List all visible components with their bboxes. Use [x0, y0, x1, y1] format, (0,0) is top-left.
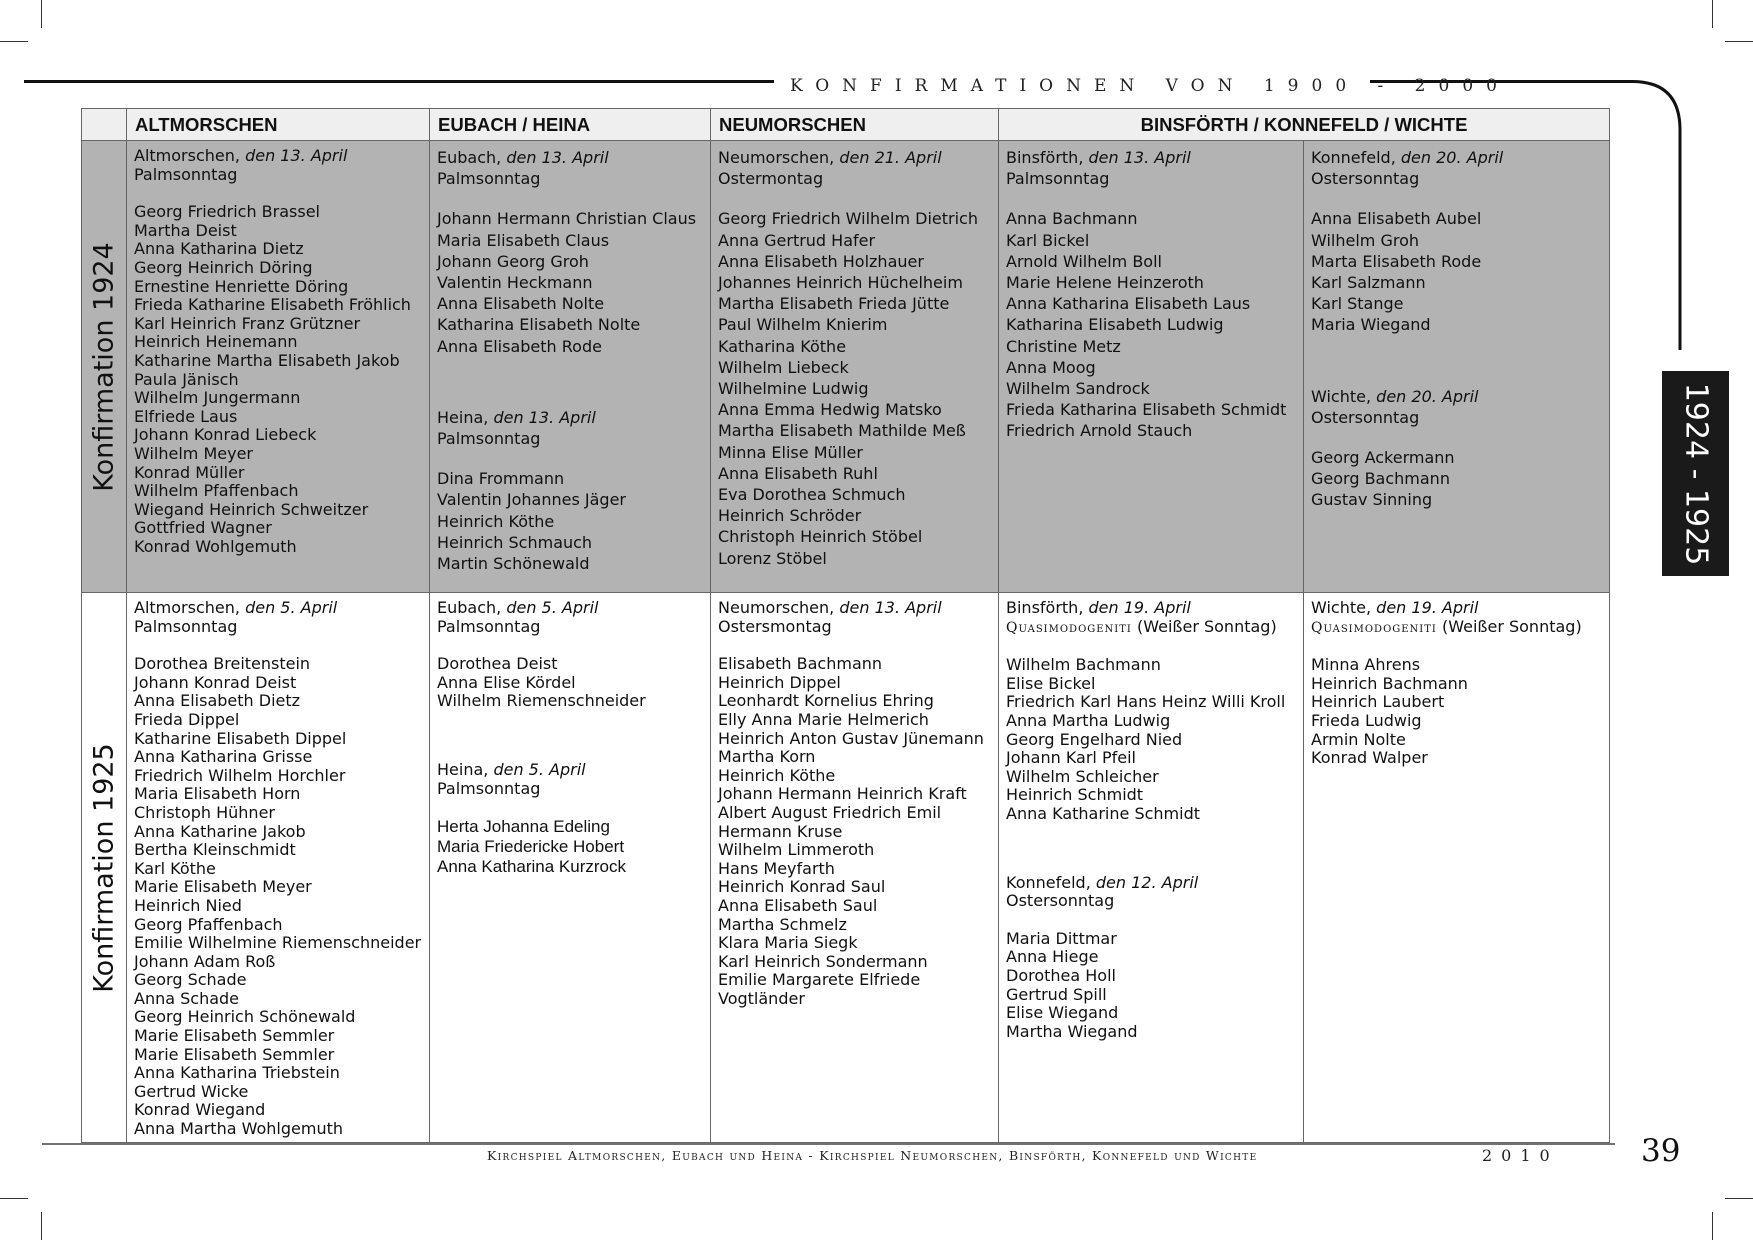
name-entry: Johann Karl Pfeil [1006, 748, 1136, 768]
name-entry: Martin Schönewald [437, 554, 590, 574]
name-entry: Christine Metz [1006, 336, 1121, 356]
name-entry: Heinrich Köthe [718, 765, 836, 785]
column-header-altmorschen: ALTMORSCHEN [127, 109, 430, 141]
cell-1925-altmorschen [127, 593, 430, 1143]
crop-mark [1712, 1212, 1713, 1240]
place-line: Eubach, den 13. April [437, 148, 609, 167]
name-entry: Marie Elisabeth Semmler [134, 1044, 335, 1064]
name-entry: Heinrich Schmauch [437, 532, 593, 552]
name-entry: Marie Elisabeth Meyer [134, 877, 312, 897]
name-list [134, 203, 422, 556]
cell-1925-wichte [1304, 593, 1610, 1143]
name-entry: Frieda Katharina Elisabeth Schmidt [1006, 400, 1287, 420]
name-entry: Klara Maria Siegk [718, 933, 858, 953]
name-entry: Dorothea Holl [1006, 965, 1116, 985]
corner-cell [82, 109, 127, 141]
name-entry: Marie Helene Heinzeroth [1006, 273, 1204, 293]
name-entry: Paula Jänisch [134, 369, 239, 389]
name-list [437, 208, 703, 356]
name-entry: Anna Elisabeth Nolte [437, 294, 605, 314]
place-line: Wichte, den 19. April [1311, 598, 1479, 617]
name-entry: Elfriede Laus [134, 406, 238, 426]
name-entry: Frieda Katharine Elisabeth Fröhlich [134, 295, 411, 315]
name-entry: Wilhelm Sandrock [1006, 379, 1150, 399]
name-entry: Christoph Hühner [134, 802, 275, 822]
place-line: Altmorschen, den 5. April [134, 598, 338, 617]
name-entry: Heinrich Dippel [718, 672, 841, 692]
name-entry: Heinrich Laubert [1311, 692, 1445, 712]
name-entry: Georg Heinrich Schönewald [134, 1007, 356, 1027]
cell-1925-neumorschen [711, 593, 999, 1143]
day-label: Palmsonntag [437, 778, 541, 798]
name-entry: Anna Martha Ludwig [1006, 710, 1171, 730]
name-entry: Frieda Dippel [134, 709, 240, 729]
name-entry: Anna Moog [1006, 357, 1096, 377]
crop-mark [1725, 1198, 1753, 1199]
page-number: 39 [1641, 1133, 1681, 1169]
day-label: Ostermontag [718, 169, 824, 189]
name-entry: Emilie Margarete Elfriede [718, 970, 921, 990]
name-entry: Heinrich Nied [134, 895, 242, 915]
name-entry: Hans Meyfarth [718, 858, 835, 878]
name-list [134, 655, 422, 1138]
name-entry: Johann Hermann Christian Claus [437, 209, 697, 229]
crop-mark [0, 1198, 28, 1199]
name-entry: Konrad Walper [1311, 748, 1428, 768]
name-entry: Dina Frommann [437, 469, 565, 489]
place-line: Wichte, den 20. April [1311, 386, 1479, 406]
name-entry: Maria Dittmar [1006, 928, 1117, 948]
name-entry: Gertrud Spill [1006, 984, 1107, 1004]
name-entry: Armin Nolte [1311, 729, 1406, 749]
name-list [1311, 656, 1602, 768]
name-entry: Karl Heinrich Sondermann [718, 951, 928, 971]
name-entry: Georg Heinrich Döring [134, 257, 313, 277]
table-header-row [82, 109, 1610, 141]
name-entry: Martha Deist [134, 220, 237, 240]
day-label: Palmsonntag [437, 429, 541, 449]
row-label-1924 [82, 141, 127, 593]
name-entry: Minna Elise Müller [718, 442, 863, 462]
name-entry: Heinrich Bachmann [1311, 673, 1468, 693]
name-list [1311, 208, 1602, 335]
name-entry: Anna Katharina Elisabeth Laus [1006, 294, 1251, 314]
footer-year: 2010 [1482, 1146, 1559, 1165]
day-label: Palmsonntag [437, 169, 541, 189]
name-entry: Frieda Ludwig [1311, 710, 1422, 730]
name-entry: Wilhelm Pfaffenbach [134, 481, 299, 501]
name-entry: Elly Anna Marie Helmerich [718, 709, 929, 729]
name-entry: Gustav Sinning [1311, 490, 1433, 510]
name-entry: Karl Heinrich Franz Grützner [134, 313, 361, 333]
name-entry: Marie Elisabeth Semmler [134, 1026, 335, 1046]
name-entry: Arnold Wilhelm Boll [1006, 251, 1162, 271]
cell-1924-eubach-heina [430, 141, 711, 593]
cell-1925-eubach-heina [430, 593, 711, 1143]
name-entry: Bertha Kleinschmidt [134, 840, 296, 860]
name-entry: Konrad Wiegand [134, 1100, 266, 1120]
year-side-tab [1662, 371, 1729, 576]
name-entry: Wilhelm Groh [1311, 230, 1420, 250]
name-entry: Wilhelm Riemenschneider [437, 691, 646, 711]
day-label: Palmsonntag [437, 616, 541, 636]
name-entry: Wilhelm Limmeroth [718, 840, 875, 860]
name-entry: Maria Elisabeth Horn [134, 784, 301, 804]
name-entry: Karl Köthe [134, 858, 216, 878]
name-entry: Wilhelm Liebeck [718, 357, 849, 377]
name-entry: Marta Elisabeth Rode [1311, 251, 1482, 271]
name-entry: Anna Katharine Schmidt [1006, 803, 1200, 823]
name-entry: Katharina Elisabeth Nolte [437, 315, 641, 335]
name-entry: Wilhelmine Ludwig [718, 379, 869, 399]
name-entry: Anna Schade [134, 988, 240, 1008]
name-entry: Martha Wiegand [1006, 1021, 1138, 1041]
name-entry: Maria Wiegand [1311, 315, 1431, 335]
name-entry: Anna Emma Hedwig Matsko [718, 400, 942, 420]
name-entry: Katharina Elisabeth Ludwig [1006, 315, 1224, 335]
name-entry: Anna Elisabeth Saul [718, 895, 878, 915]
place-line: Altmorschen, den 13. April [134, 146, 348, 165]
confirmation-table [81, 108, 1610, 1143]
name-entry: Anna Elisabeth Rode [437, 336, 602, 356]
name-list [718, 208, 991, 568]
name-entry: Georg Engelhard Nied [1006, 729, 1183, 749]
name-entry: Gertrud Wicke [134, 1081, 249, 1101]
name-entry: Leonhardt Kornelius Ehring [718, 691, 934, 711]
table-row-1925 [82, 593, 1610, 1143]
page-header-title: KONFIRMATIONEN VON 1900 - 2000 [790, 76, 1510, 96]
day-label: Quasimodogeniti (Weißer Sonntag) [1006, 616, 1277, 636]
name-entry: Katharine Elisabeth Dippel [134, 728, 347, 748]
place-line: Neumorschen, den 21. April [718, 148, 942, 167]
name-entry: Johann Konrad Deist [134, 672, 297, 692]
year-label: Konfirmation 1925 [88, 742, 120, 993]
name-entry: Anna Elisabeth Ruhl [718, 463, 878, 483]
place-line: Konnefeld, den 12. April [1006, 872, 1199, 892]
name-entry: Georg Pfaffenbach [134, 914, 283, 934]
day-label: Palmsonntag [1006, 169, 1110, 189]
name-entry: Martha Korn [718, 747, 816, 767]
name-entry: Herta Johanna Edeling [437, 817, 610, 837]
name-entry: Vogtländer [718, 988, 805, 1008]
name-entry: Konrad Müller [134, 462, 245, 482]
cell-1924-konnefeld-wichte [1304, 141, 1610, 593]
column-header-neumorschen: NEUMORSCHEN [711, 109, 999, 141]
name-list [1006, 930, 1296, 1042]
day-label: Palmsonntag [134, 616, 238, 636]
place-line: Neumorschen, den 13. April [718, 598, 942, 617]
name-entry: Ernestine Henriette Döring [134, 276, 349, 296]
side-tab-label: 1924 - 1925 [1678, 382, 1713, 565]
name-entry: Valentin Heckmann [437, 273, 593, 293]
name-entry: Anna Katharina Triebstein [134, 1063, 340, 1083]
place-line: Heina, den 5. April [437, 759, 586, 779]
name-entry: Anna Katharine Jakob [134, 821, 306, 841]
name-entry: Dorothea Breitenstein [134, 654, 311, 674]
name-entry: Anna Martha Wohlgemuth [134, 1119, 344, 1139]
day-label: Ostersonntag [1311, 169, 1420, 189]
name-entry: Anna Elisabeth Holzhauer [718, 251, 924, 271]
name-entry: Karl Salzmann [1311, 273, 1426, 293]
cell-1925-binsfoerth [999, 593, 1304, 1143]
name-entry: Karl Stange [1311, 294, 1404, 314]
name-entry: Johannes Heinrich Hüchelheim [718, 273, 963, 293]
name-entry: Heinrich Schmidt [1006, 785, 1144, 805]
place-line: Binsförth, den 19. April [1006, 598, 1191, 617]
crop-mark [41, 1212, 42, 1240]
name-entry: Johann Adam Roß [134, 951, 276, 971]
name-entry: Christoph Heinrich Stöbel [718, 527, 923, 547]
name-entry: Friedrich Arnold Stauch [1006, 421, 1193, 441]
name-entry: Johann Georg Groh [437, 251, 589, 271]
name-entry: Heinrich Schröder [718, 506, 862, 526]
place-line: Eubach, den 5. April [437, 598, 599, 617]
row-label-1925 [82, 593, 127, 1143]
name-entry: Georg Ackermann [1311, 448, 1455, 468]
column-header-eubach-heina: EUBACH / HEINA [430, 109, 711, 141]
name-list [437, 468, 703, 574]
name-entry: Paul Wilhelm Knierim [718, 315, 888, 335]
name-entry: Wilhelm Bachmann [1006, 655, 1161, 675]
name-entry: Lorenz Stöbel [718, 548, 827, 568]
name-entry: Anna Katharina Kurzrock [437, 857, 626, 877]
place-line: Heina, den 13. April [437, 407, 596, 427]
name-entry: Elise Bickel [1006, 673, 1096, 693]
name-entry: Hermann Kruse [718, 821, 843, 841]
name-entry: Wilhelm Jungermann [134, 388, 301, 408]
name-entry: Katharina Köthe [718, 336, 847, 356]
name-entry: Heinrich Heinemann [134, 332, 298, 352]
name-entry: Martha Elisabeth Frieda Jütte [718, 294, 950, 314]
name-entry: Wiegand Heinrich Schweitzer [134, 499, 369, 519]
name-entry: Johann Hermann Heinrich Kraft [718, 784, 967, 804]
name-entry: Katharine Martha Elisabeth Jakob [134, 350, 400, 370]
name-entry: Georg Friedrich Brassel [134, 202, 320, 222]
name-entry: Heinrich Köthe [437, 511, 555, 531]
year-label: Konfirmation 1924 [88, 241, 120, 492]
name-list [437, 817, 703, 877]
name-entry: Wilhelm Meyer [134, 443, 253, 463]
name-entry: Georg Friedrich Wilhelm Dietrich [718, 209, 978, 229]
day-label: Palmsonntag [134, 164, 238, 184]
name-entry: Johann Konrad Liebeck [134, 425, 317, 445]
name-list [718, 655, 991, 1008]
name-entry: Heinrich Anton Gustav Jünemann [718, 728, 984, 748]
name-list [437, 655, 703, 711]
name-entry: Martha Elisabeth Mathilde Meß [718, 421, 966, 441]
name-entry: Elise Wiegand [1006, 1003, 1119, 1023]
name-entry: Anna Elise Kördel [437, 672, 576, 692]
name-entry: Minna Ahrens [1311, 655, 1421, 675]
name-entry: Friedrich Wilhelm Horchler [134, 765, 346, 785]
name-entry: Eva Dorothea Schmuch [718, 485, 906, 505]
cell-1924-altmorschen [127, 141, 430, 593]
name-entry: Georg Schade [134, 970, 247, 990]
name-entry: Wilhelm Schleicher [1006, 766, 1159, 786]
name-entry: Anna Katharina Grisse [134, 747, 313, 767]
day-label: Ostersmontag [718, 616, 832, 636]
name-entry: Emilie Wilhelmine Riemenschneider [134, 933, 422, 953]
name-entry: Anna Hiege [1006, 947, 1099, 967]
name-entry: Valentin Johannes Jäger [437, 490, 626, 510]
name-entry: Gottfried Wagner [134, 518, 272, 538]
day-label: Quasimodogeniti (Weißer Sonntag) [1311, 616, 1582, 636]
name-list [1006, 208, 1296, 441]
day-label: Ostersonntag [1006, 891, 1115, 911]
name-entry: Friedrich Karl Hans Heinz Willi Kroll [1006, 692, 1286, 712]
name-entry: Albert August Friedrich Emil [718, 802, 942, 822]
name-entry: Elisabeth Bachmann [718, 654, 883, 674]
name-list [1311, 447, 1602, 511]
cell-1924-neumorschen [711, 141, 999, 593]
name-entry: Heinrich Konrad Saul [718, 877, 886, 897]
name-entry: Anna Elisabeth Aubel [1311, 209, 1482, 229]
place-line: Konnefeld, den 20. April [1311, 148, 1504, 167]
column-header-binsfoerth: BINSFÖRTH / KONNEFELD / WICHTE [999, 109, 1610, 141]
name-list [1006, 656, 1296, 823]
name-entry: Anna Bachmann [1006, 209, 1138, 229]
day-label: Ostersonntag [1311, 407, 1420, 427]
name-entry: Maria Friedericke Hobert [437, 837, 625, 857]
name-entry: Dorothea Deist [437, 654, 558, 674]
name-entry: Anna Elisabeth Dietz [134, 691, 301, 711]
name-entry: Maria Elisabeth Claus [437, 230, 610, 250]
footer-parish-text: Kirchspiel Altmorschen, Eubach und Heina - Kirchspiel Neumorschen, Binsförth, Konnefeld und Wichte [487, 1148, 1258, 1163]
name-entry: Anna Gertrud Hafer [718, 230, 876, 250]
table-row-1924 [82, 141, 1610, 593]
place-line: Binsförth, den 13. April [1006, 148, 1191, 167]
name-entry: Martha Schmelz [718, 914, 847, 934]
name-entry: Georg Bachmann [1311, 469, 1450, 489]
name-entry: Karl Bickel [1006, 230, 1090, 250]
cell-1924-binsfoerth [999, 141, 1304, 593]
name-entry: Anna Katharina Dietz [134, 239, 304, 259]
name-entry: Konrad Wohlgemuth [134, 536, 297, 556]
